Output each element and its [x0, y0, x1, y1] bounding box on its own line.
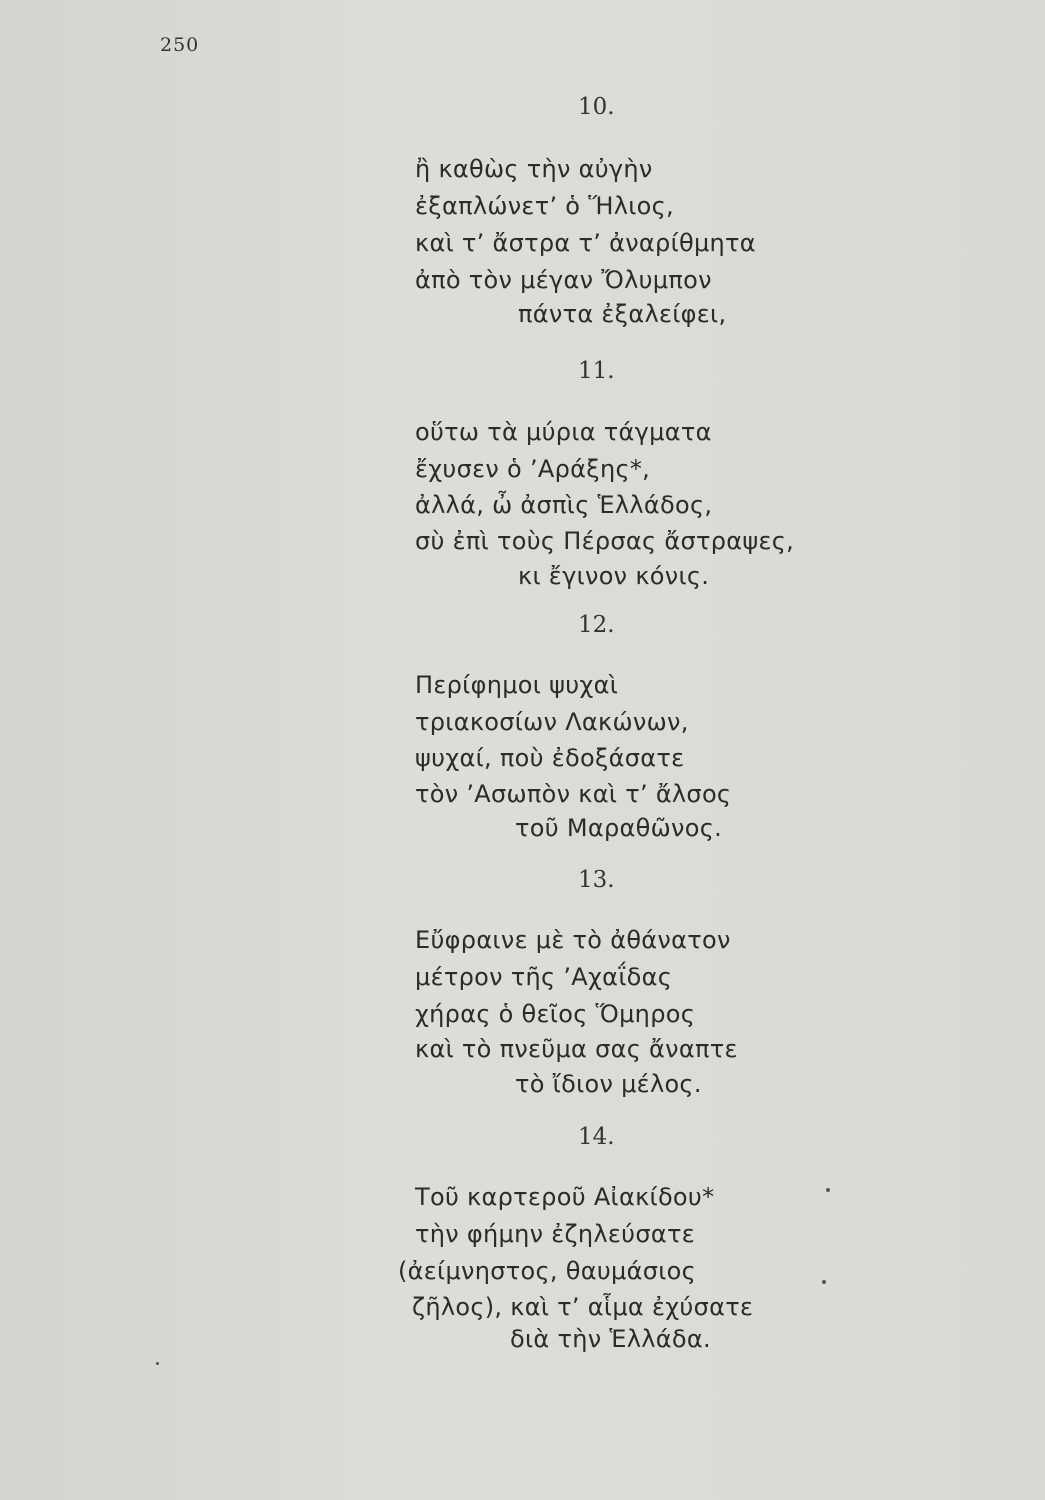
verse-line: ψυχαί, ποὺ ἐδοξάσατε [415, 744, 685, 772]
verse-line: μέτρον τῆς ’Αχαΐδας [415, 963, 673, 991]
stanza-number: 12. [578, 612, 615, 638]
stanza-number: 11. [578, 358, 615, 384]
verse-line: τὸν ’Ασωπὸν καὶ τ’ ἄλσος [415, 780, 732, 808]
verse-line: καὶ τ’ ἄστρα τ’ ἀναρίθμητα [415, 229, 756, 257]
verse-line: ἀπὸ τὸν μέγαν Ὄλυμπον [415, 266, 712, 294]
verse-line: καὶ τὸ πνεῦμα σας ἄναπτε [415, 1035, 738, 1063]
verse-line: ζῆλος), καὶ τ’ αἷμα ἐχύσατε [412, 1293, 754, 1321]
verse-line: Περίφημοι ψυχαὶ [415, 671, 619, 699]
verse-line: οὕτω τὰ μύρια τάγματα [415, 418, 712, 446]
verse-line: τοῦ Μαραθῶνος. [515, 814, 723, 842]
stanza-number: 13. [578, 867, 615, 893]
verse-line: ἀλλά, ὦ ἀσπὶς Ἑλλάδος, [415, 491, 713, 519]
verse-line: ἔχυσεν ὁ ’Αράξης*, [415, 455, 651, 483]
verse-line: Τοῦ καρτεροῦ Αἰακίδου* [415, 1183, 715, 1211]
verse-line: σὺ ἐπὶ τοὺς Πέρσας ἄστραψες, [415, 527, 795, 555]
page-number: 250 [160, 34, 200, 56]
paper-speck [156, 1362, 159, 1365]
verse-line: διὰ τὴν Ἑλλάδα. [510, 1325, 711, 1353]
verse-line: Εὔφραινε μὲ τὸ ἀθάνατον [415, 926, 731, 954]
paper-speck [822, 1280, 826, 1284]
verse-line: (ἀείμνηστος, θαυμάσιος [398, 1257, 697, 1285]
verse-line: ἐξαπλώνετ’ ὁ Ἥλιος, [415, 192, 674, 220]
stanza-number: 10. [578, 94, 615, 120]
verse-line: τὸ ἴδιον μέλος. [515, 1070, 702, 1098]
verse-line: ἢ καθὼς τὴν αὐγὴν [415, 155, 653, 183]
verse-line: πάντα ἐξαλείφει, [518, 300, 727, 328]
verse-line: χήρας ὁ θεῖος Ὅμηρος [415, 1000, 696, 1028]
verse-line: τριακοσίων Λακώνων, [415, 708, 689, 736]
paper-speck [826, 1188, 830, 1192]
stanza-number: 14. [578, 1124, 615, 1150]
verse-line: κι ἔγινον κόνις. [518, 562, 710, 590]
verse-line: τὴν φήμην ἐζηλεύσατε [415, 1220, 696, 1248]
